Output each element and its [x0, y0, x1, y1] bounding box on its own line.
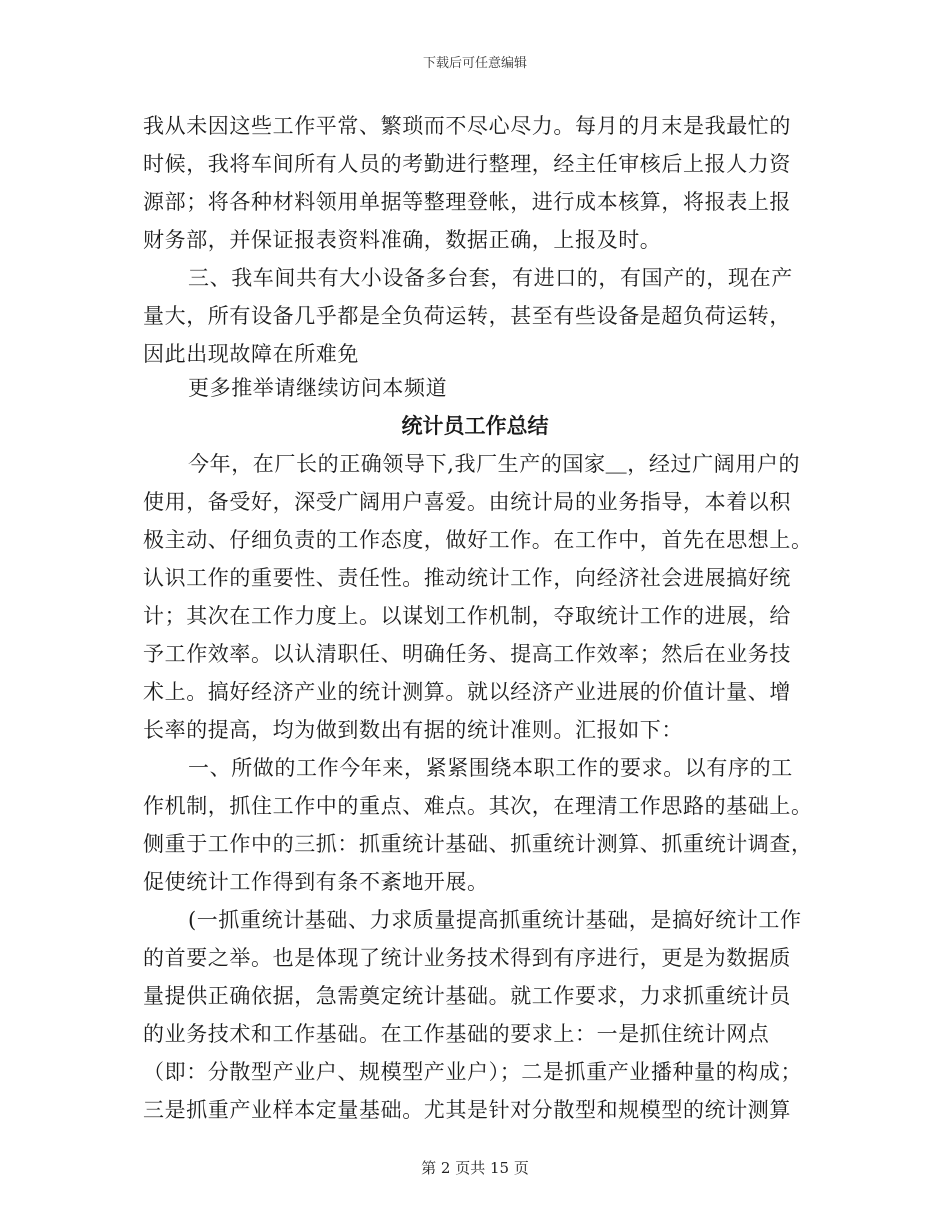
body-line: 促使统计工作得到有条不紊地开展。 — [143, 870, 489, 894]
body-line: 认识工作的重要性、责任性。推动统计工作，向经济社会进展搞好统 — [143, 566, 791, 590]
body-line: 的首要之举。也是体现了统计业务技术得到有序进行，更是为数据质 — [143, 946, 791, 970]
body-line: 术上。搞好经济产业的统计测算。就以经济产业进展的价值计量、增 — [143, 680, 791, 704]
body-line: 侧重于工作中的三抓：抓重统计基础、抓重统计测算、抓重统计调查， — [143, 832, 813, 856]
body-line: 更多推举请继续访问本频道 — [188, 376, 448, 400]
body-line: 因此出现故障在所难免 — [143, 342, 359, 366]
body-line: (一抓重统计基础、力求质量提高抓重统计基础，是搞好统计工作 — [188, 908, 802, 932]
page-footer: 第 2 页共 15 页 — [421, 1159, 529, 1177]
body-line: 极主动、仔细负责的工作态度，做好工作。在工作中，首先在思想上。 — [143, 528, 813, 552]
body-line: 量大，所有设备几乎都是全负荷运转，甚至有些设备是超负荷运转， — [143, 304, 791, 328]
body-line: 我从未因这些工作平常、繁琐而不尽心尽力。每月的月末是我最忙的 — [143, 114, 791, 138]
body-line: 长率的提高，均为做到数出有据的统计准则。汇报如下： — [143, 718, 683, 742]
body-line: 今年，在厂长的正确领导下,我厂生产的国家＿，经过广阔用户的 — [188, 452, 801, 476]
body-line: 三、我车间共有大小设备多台套，有进口的，有国产的，现在产 — [188, 266, 793, 290]
body-line: 作机制，抓住工作中的重点、难点。其次，在理清工作思路的基础上。 — [143, 794, 813, 818]
body-line: 源部；将各种材料领用单据等整理登帐，进行成本核算，将报表上报 — [143, 190, 791, 214]
document-title: 统计员工作总结 — [401, 413, 549, 438]
body-line: 三是抓重产业样本定量基础。尤其是针对分散型和规模型的统计测算 — [143, 1098, 791, 1122]
body-line: 一、所做的工作今年来，紧紧围绕本职工作的要求。以有序的工 — [188, 756, 793, 780]
body-line: 计；其次在工作力度上。以谋划工作机制，夺取统计工作的进展，给 — [143, 604, 791, 628]
body-line: 财务部，并保证报表资料准确，数据正确，上报及时。 — [143, 228, 662, 252]
body-line: 时候，我将车间所有人员的考勤进行整理，经主任审核后上报人力资 — [143, 152, 791, 176]
body-line: 予工作效率。以认清职任、明确任务、提高工作效率；然后在业务技 — [143, 642, 791, 666]
body-line: 量提供正确依据，急需奠定统计基础。就工作要求，力求抓重统计员 — [143, 984, 791, 1008]
body-line: （即：分散型产业户、规模型产业户）；二是抓重产业播种量的构成； — [143, 1060, 803, 1084]
body-line: 使用，备受好，深受广阔用户喜爱。由统计局的业务指导，本着以积 — [143, 490, 791, 514]
page-header: 下载后可任意编辑 — [422, 56, 527, 71]
body-line: 的业务技术和工作基础。在工作基础的要求上：一是抓住统计网点 — [143, 1022, 770, 1046]
